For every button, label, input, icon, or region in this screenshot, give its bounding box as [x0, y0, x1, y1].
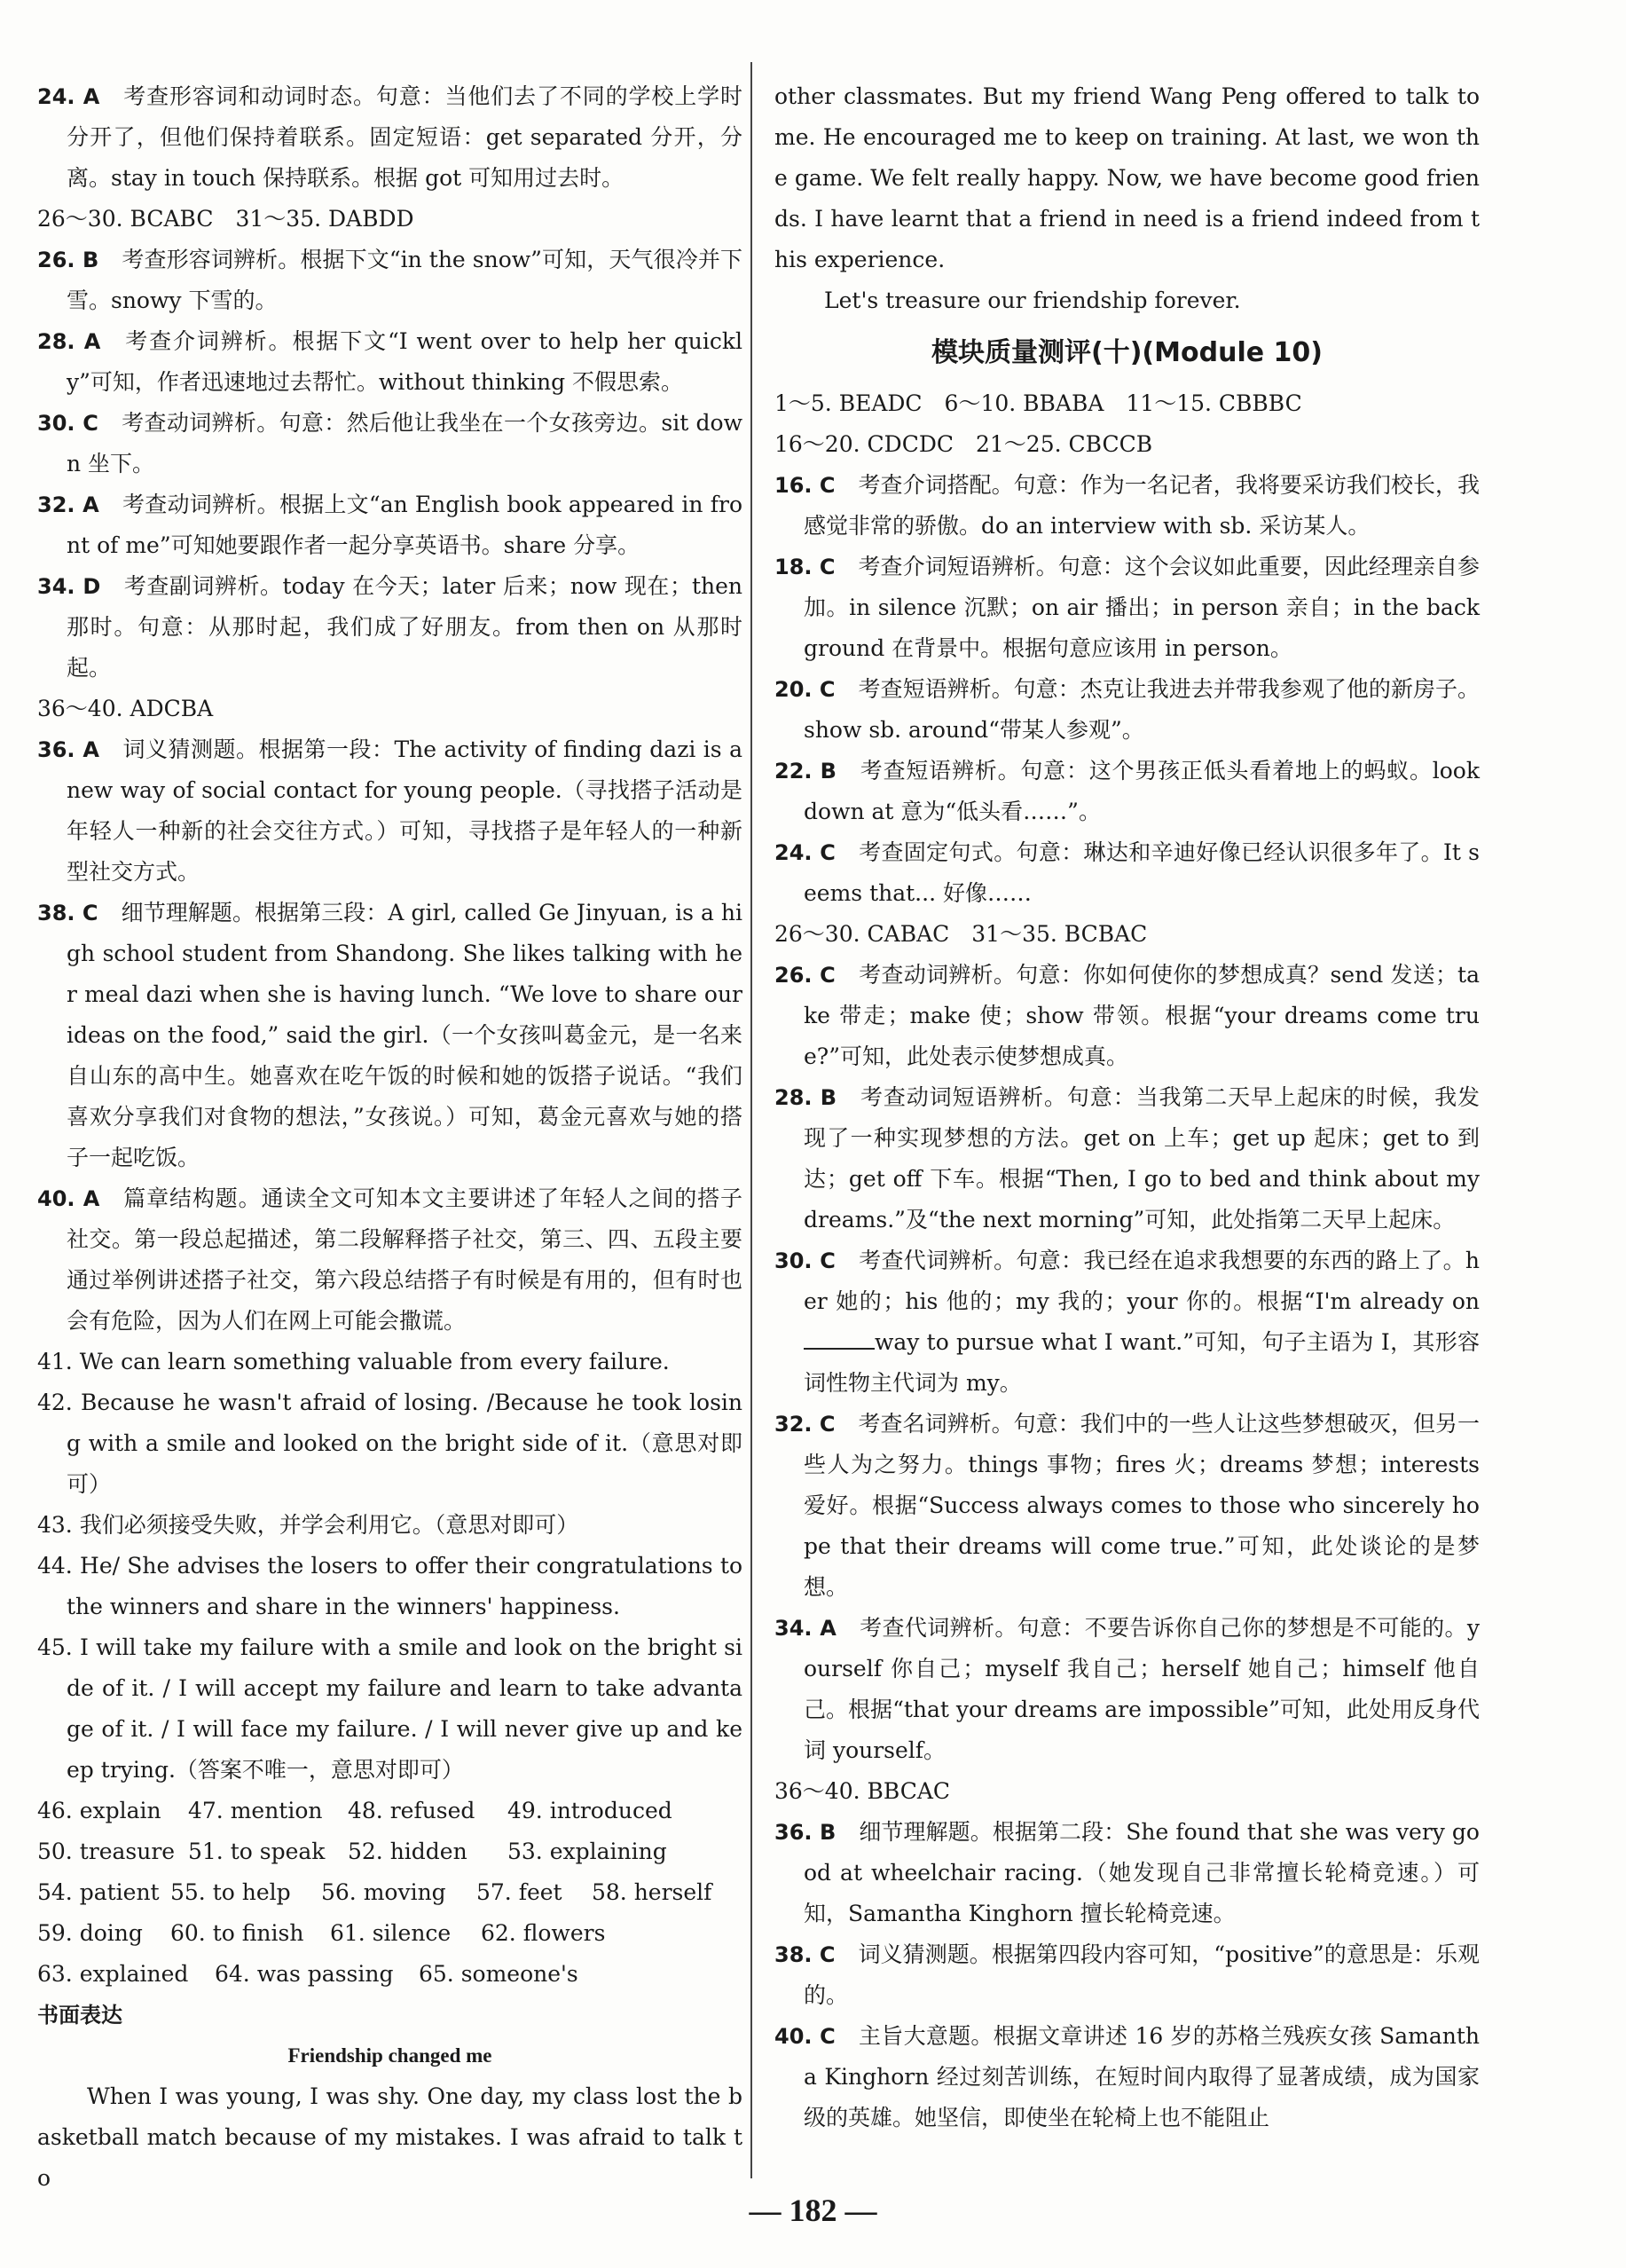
fill-row: 59. doing 60. to finish 61. silence 62. flowers — [37, 1920, 606, 1946]
answer-item: 34. D 考查副词辨析。today 在今天；later 后来；now 现在；then 那时。句意：从那时起，我们成了好朋友。from then on 从那时起。 — [37, 573, 743, 681]
answer-item: 24. A 考查形容词和动词时态。句意：当他们去了不同的学校上学时分开了，但他们保持着联系。固定短语：get separated 分开，分离。stay in touch 保持联系。根据 got 可知用过去时。 — [37, 83, 742, 191]
left-column — [37, 76, 742, 2199]
essay-paragraph-continued: other classmates. But my friend Wang Peng offered to talk to me. He encouraged me to keep on training. At last, we won the game. We felt really happy. Now, we have become good friends. I have learnt that a friend in need is a friend indeed from this experience. — [774, 83, 1480, 272]
answer-item: 36. A 词义猜测题。根据第一段：The activity of finding dazi is a new way of social contact for young people.（寻找搭子活动是年轻人一种新的社会交往方式。）可知，寻找搭子是年轻人的一种新型社交方式。 — [37, 736, 742, 885]
short-answer: 41. We can learn something valuable from every failure. — [37, 1349, 670, 1374]
answer-item: 36. B 细节理解题。根据第二段：She found that she was very good at wheelchair racing.（她发现自己非常擅长轮椅竞速。）可知，Samantha Kinghorn 擅长轮椅竞速。 — [774, 1819, 1480, 1926]
answer-item: 28. A 考查介词辨析。根据下文“I went over to help her quickly”可知，作者迅速地过去帮忙。without thinking 不假思索。 — [37, 328, 743, 395]
right-column — [774, 76, 1480, 2138]
essay-paragraph: Let's treasure our friendship forever. — [824, 287, 1241, 313]
fill-row: 54. patient 55. to help 56. moving 57. feet 58. herself — [37, 1879, 712, 1905]
essay-title: Friendship changed me — [287, 2044, 492, 2067]
fill-row: 63. explained 64. was passing 65. someone's — [37, 1961, 578, 1987]
answer-key-line: 36～40. BBCAC — [774, 1778, 951, 1804]
answer-item: 26. C 考查动词辨析。句意：你如何使你的梦想成真？send 发送；take 带走；make 使；show 带领。根据“your dreams come true?”可知，此处表示使梦想成真。 — [774, 962, 1480, 1069]
module-title: 模块质量测评(十)(Module 10) — [931, 337, 1323, 368]
answer-item: 30. C 考查动词辨析。句意：然后他让我坐在一个女孩旁边。sit down 坐下。 — [37, 410, 742, 476]
answer-item: 38. C 词义猜测题。根据第四段内容可知，“positive”的意思是：乐观的。 — [774, 1941, 1481, 2008]
answer-item: 34. A 考查代词辨析。句意：不要告诉你自己你的梦想是不可能的。yourself 你自己；myself 我自己；herself 她自己；himself 他自己。根据“that your dreams are impossible”可知，此处用反身代词 yourself。 — [774, 1615, 1480, 1763]
short-answer: 44. He/ She advises the losers to offer their congratulations to the winners and share in the winners' happiness. — [37, 1553, 742, 1619]
fill-row: 50. treasure 51. to speak 52. hidden 53. explaining — [37, 1839, 667, 1864]
answer-item: 32. C 考查名词辨析。句意：我们中的一些人让这些梦想破灭，但另一些人为之努力。things 事物；fires 火；dreams 梦想；interests 爱好。根据“Success always comes to those who sincerely hope that their dreams will come true.”可知，此处谈论的是梦想。 — [774, 1411, 1481, 1600]
column-divider — [750, 62, 752, 2178]
essay-paragraph: When I was young, I was shy. One day, my class lost the basketball match because of my mistakes. I was afraid to talk to — [37, 2083, 742, 2191]
answer-item: 26. B 考查形容词辨析。根据下文“in the snow”可知，天气很冷并下雪。snowy 下雪的。 — [37, 247, 742, 313]
fill-answers — [37, 1791, 742, 1995]
answer-key-line: 1～5. BEADC 6～10. BBABA 11～15. CBBBC — [774, 390, 1302, 416]
answer-item: 30. C 考查代词辨析。句意：我已经在追求我想要的东西的路上了。her 她的；his 他的；my 我的；your 你的。根据“I'm already on way to pursue what I want.”可知，句子主语为 I，其形容词性物主代词为 my。 — [774, 1248, 1480, 1396]
answer-item: 18. C 考查介词短语辨析。句意：这个会议如此重要，因此经理亲自参加。in silence 沉默；on air 播出；in person 亲自；in the background 在背景中。根据句意应该用 in person。 — [774, 554, 1481, 661]
answer-item: 32. A 考查动词辨析。根据上文“an English book appeared in front of me”可知她要跟作者一起分享英语书。share 分享。 — [37, 492, 742, 558]
answer-item: 38. C 细节理解题。根据第三段：A girl, called Ge Jinyuan, is a high school student from Shandong. She likes talking with her meal dazi when she is having lunch. “We love to share our ideas on the food,” said the girl.（一个女孩叫葛金元，是一名来自山东的高中生。她喜欢在吃午饭的时候和她的饭搭子说话。“我们喜欢分享我们对食物的想法，”女孩说。）可知，葛金元喜欢与她的搭子一起吃饭。 — [37, 900, 743, 1170]
writing-section-label: 书面表达 — [37, 2003, 122, 2028]
answer-key-line: 16～20. CDCDC 21～25. CBCCB — [774, 431, 1153, 457]
answer-key-line: 36～40. ADCBA — [37, 696, 214, 721]
short-answer: 42. Because he wasn't afraid of losing. /Because he took losing with a smile and looked on the bright side of it.（意思对即可） — [37, 1390, 742, 1497]
answer-item: 24. C 考查固定句式。句意：琳达和辛迪好像已经认识很多年了。It seems that... 好像…… — [774, 839, 1481, 906]
answer-key-line: 26～30. BCABC 31～35. DABDD — [37, 206, 414, 232]
answer-key-line: 26～30. CABAC 31～35. BCBAC — [774, 921, 1148, 947]
answer-item: 28. B 考查动词短语辨析。句意：当我第二天早上起床的时候，我发现了一种实现梦想的方法。get on 上车；get up 起床；get to 到达；get off 下车。根据“Then, I go to bed and think about my dreams.”及“the next morning”可知，此处指第二天早上起床。 — [774, 1084, 1480, 1232]
page-number: — 182 — — [749, 2193, 877, 2228]
fill-row: 46. explain 47. mention 48. refused 49. introduced — [37, 1798, 672, 1823]
answer-item: 20. C 考查短语辨析。句意：杰克让我进去并带我参观了他的新房子。show sb. around“带某人参观”。 — [774, 676, 1481, 743]
answer-blank — [804, 1325, 875, 1350]
answer-item: 40. A 篇章结构题。通读全文可知本文主要讲述了年轻人之间的搭子社交。第一段总起描述，第二段解释搭子社交，第三、四、五段主要通过举例讲述搭子社交，第六段总结搭子有时候是有用的，但有时也会有危险，因为人们在网上可能会撒谎。 — [37, 1185, 742, 1334]
answer-item: 16. C 考查介词搭配。句意：作为一名记者，我将要采访我们校长，我感觉非常的骄傲。do an interview with sb. 采访某人。 — [774, 472, 1481, 539]
short-answer: 43. 我们必须接受失败，并学会利用它。（意思对即可） — [37, 1512, 579, 1538]
answer-item: 40. C 主旨大意题。根据文章讲述 16 岁的苏格兰残疾女孩 Samantha Kinghorn 经过刻苦训练，在短时间内取得了显著成绩，成为国家级的英雄。她坚信，即使坐在轮椅上也不能阻止 — [774, 2023, 1481, 2130]
short-answer: 45. I will take my failure with a smile and look on the bright side of it. / I will accept my failure and learn to take advantage of it. / I will face my failure. / I will never give up and keep trying.（答案不唯一，意思对即可） — [37, 1634, 742, 1783]
answer-item: 22. B 考查短语辨析。句意：这个男孩正低头看着地上的蚂蚁。look down at 意为“低头看……”。 — [774, 758, 1480, 824]
